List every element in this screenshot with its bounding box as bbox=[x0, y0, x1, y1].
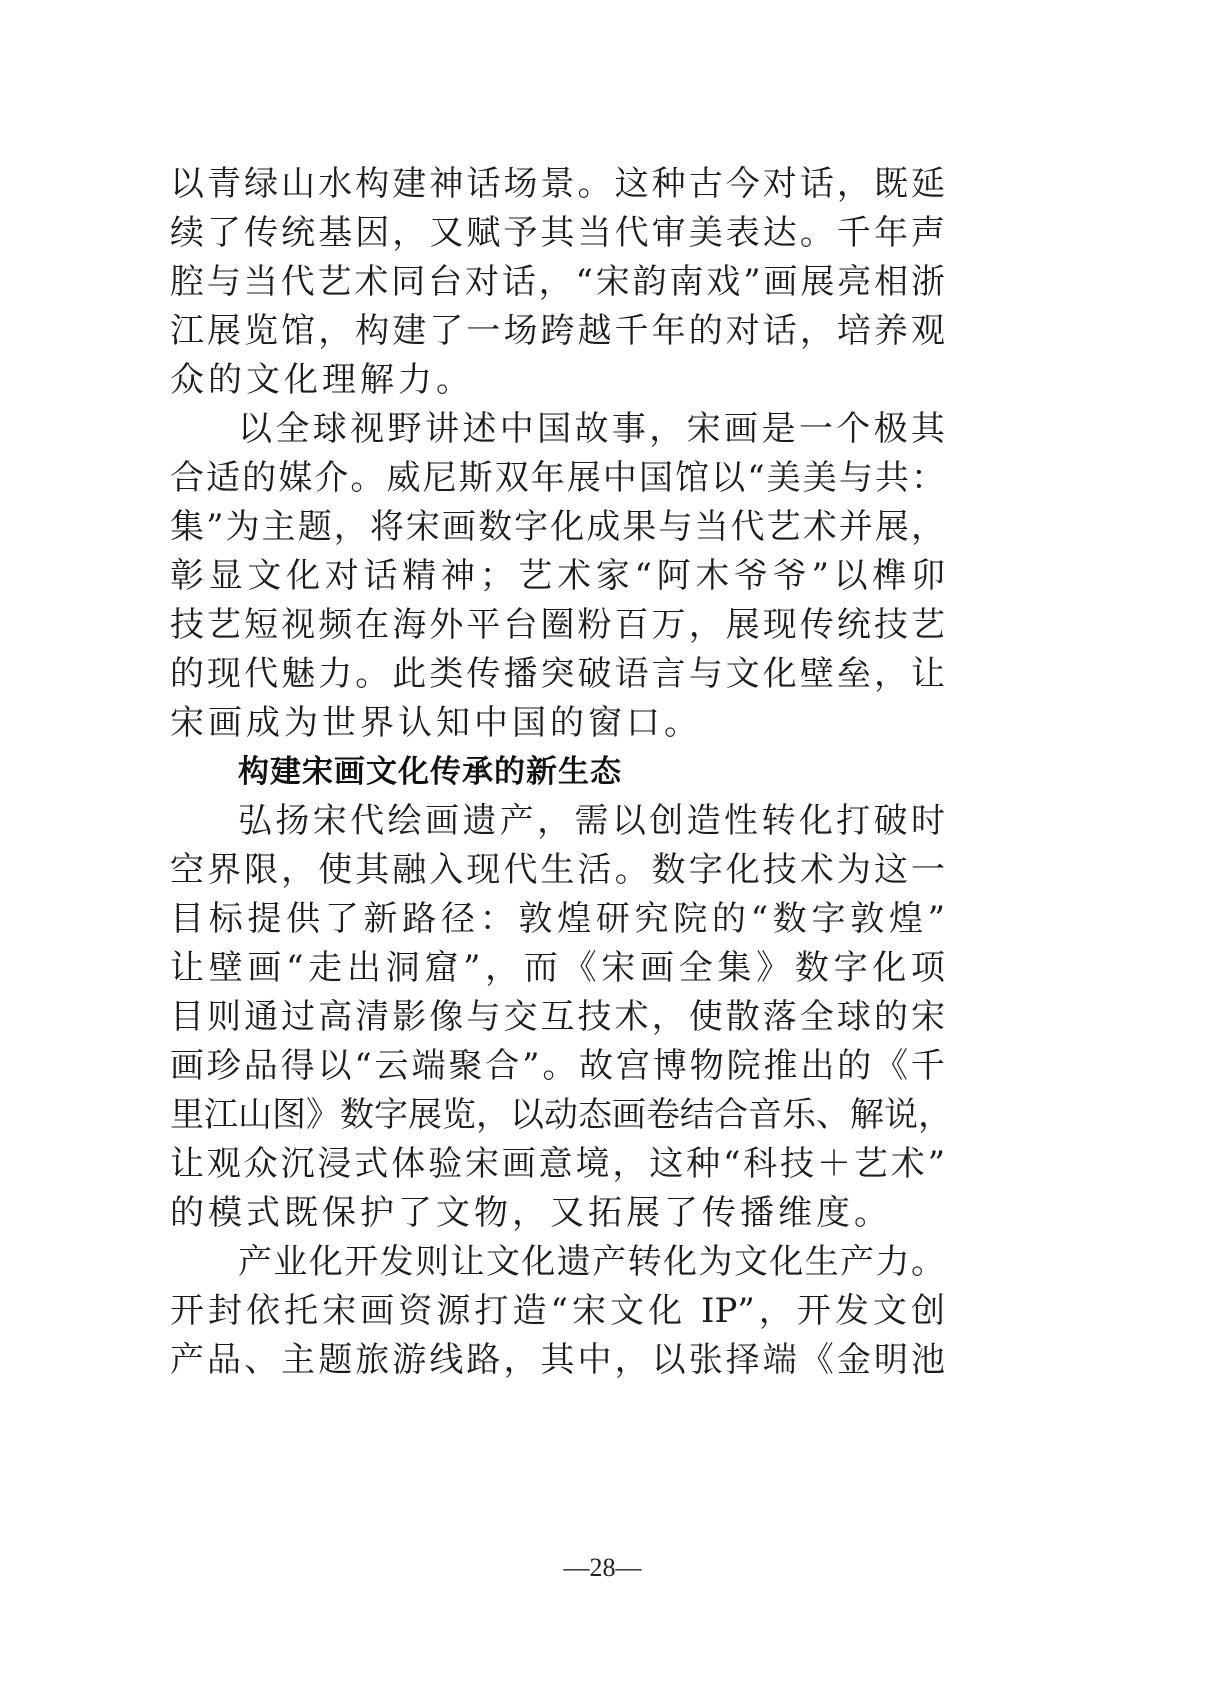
text-line: 腔与当代艺术同台对话，“宋韵南戏”画展亮相浙 bbox=[170, 262, 945, 302]
text-line: 空界限，使其融入现代生活。数字化技术为这一 bbox=[170, 850, 945, 890]
text-line: 产品、主题旅游线路，其中，以张择端《金明池 bbox=[170, 1340, 945, 1380]
text-line: 里江山图》数字展览，以动态画卷结合音乐、解说， bbox=[170, 1095, 952, 1135]
paragraph-start-line: 弘扬宋代绘画遗产，需以创造性转化打破时 bbox=[238, 801, 945, 841]
text-line: 让壁画“走出洞窟”，而《宋画全集》数字化项 bbox=[170, 948, 945, 988]
text-line: 技艺短视频在海外平台圈粉百万，展现传统技艺 bbox=[170, 605, 945, 645]
text-line: 的现代魅力。此类传播突破语言与文化壁垒，让 bbox=[170, 654, 945, 694]
text-line: 画珍品得以“云端聚合”。故宫博物院推出的《千 bbox=[170, 1046, 945, 1086]
text-line: 众的文化理解力。 bbox=[170, 360, 474, 400]
text-line: 集”为主题，将宋画数字化成果与当代艺术并展， bbox=[170, 507, 945, 547]
paragraph-start-line: 以全球视野讲述中国故事，宋画是一个极其 bbox=[238, 409, 945, 449]
text-line: 的模式既保护了文物，又拓展了传播维度。 bbox=[170, 1193, 892, 1233]
text-line: 目标提供了新路径：敦煌研究院的“数字敦煌” bbox=[170, 899, 945, 939]
section-heading: 构建宋画文化传承的新生态 bbox=[238, 754, 622, 790]
text-line: 合适的媒介。威尼斯双年展中国馆以“美美与共： bbox=[170, 458, 945, 498]
text-line: 江展览馆，构建了一场跨越千年的对话，培养观 bbox=[170, 311, 945, 351]
text-line: 以青绿山水构建神话场景。这种古今对话，既延 bbox=[170, 164, 945, 204]
text-line: 续了传统基因，又赋予其当代审美表达。千年声 bbox=[170, 213, 945, 253]
text-line: 彰显文化对话精神；艺术家“阿木爷爷”以榫卯 bbox=[170, 556, 945, 596]
text-line: 让观众沉浸式体验宋画意境，这种“科技＋艺术” bbox=[170, 1144, 945, 1184]
paragraph-start-line: 产业化开发则让文化遗产转化为文化生产力。 bbox=[238, 1242, 945, 1282]
text-line: 目则通过高清影像与交互技术，使散落全球的宋 bbox=[170, 997, 945, 1037]
text-line: 宋画成为世界认知中国的窗口。 bbox=[170, 703, 702, 743]
text-line: 开封依托宋画资源打造“宋文化 IP”，开发文创 bbox=[170, 1291, 945, 1331]
page-number: —28— bbox=[563, 1553, 642, 1582]
